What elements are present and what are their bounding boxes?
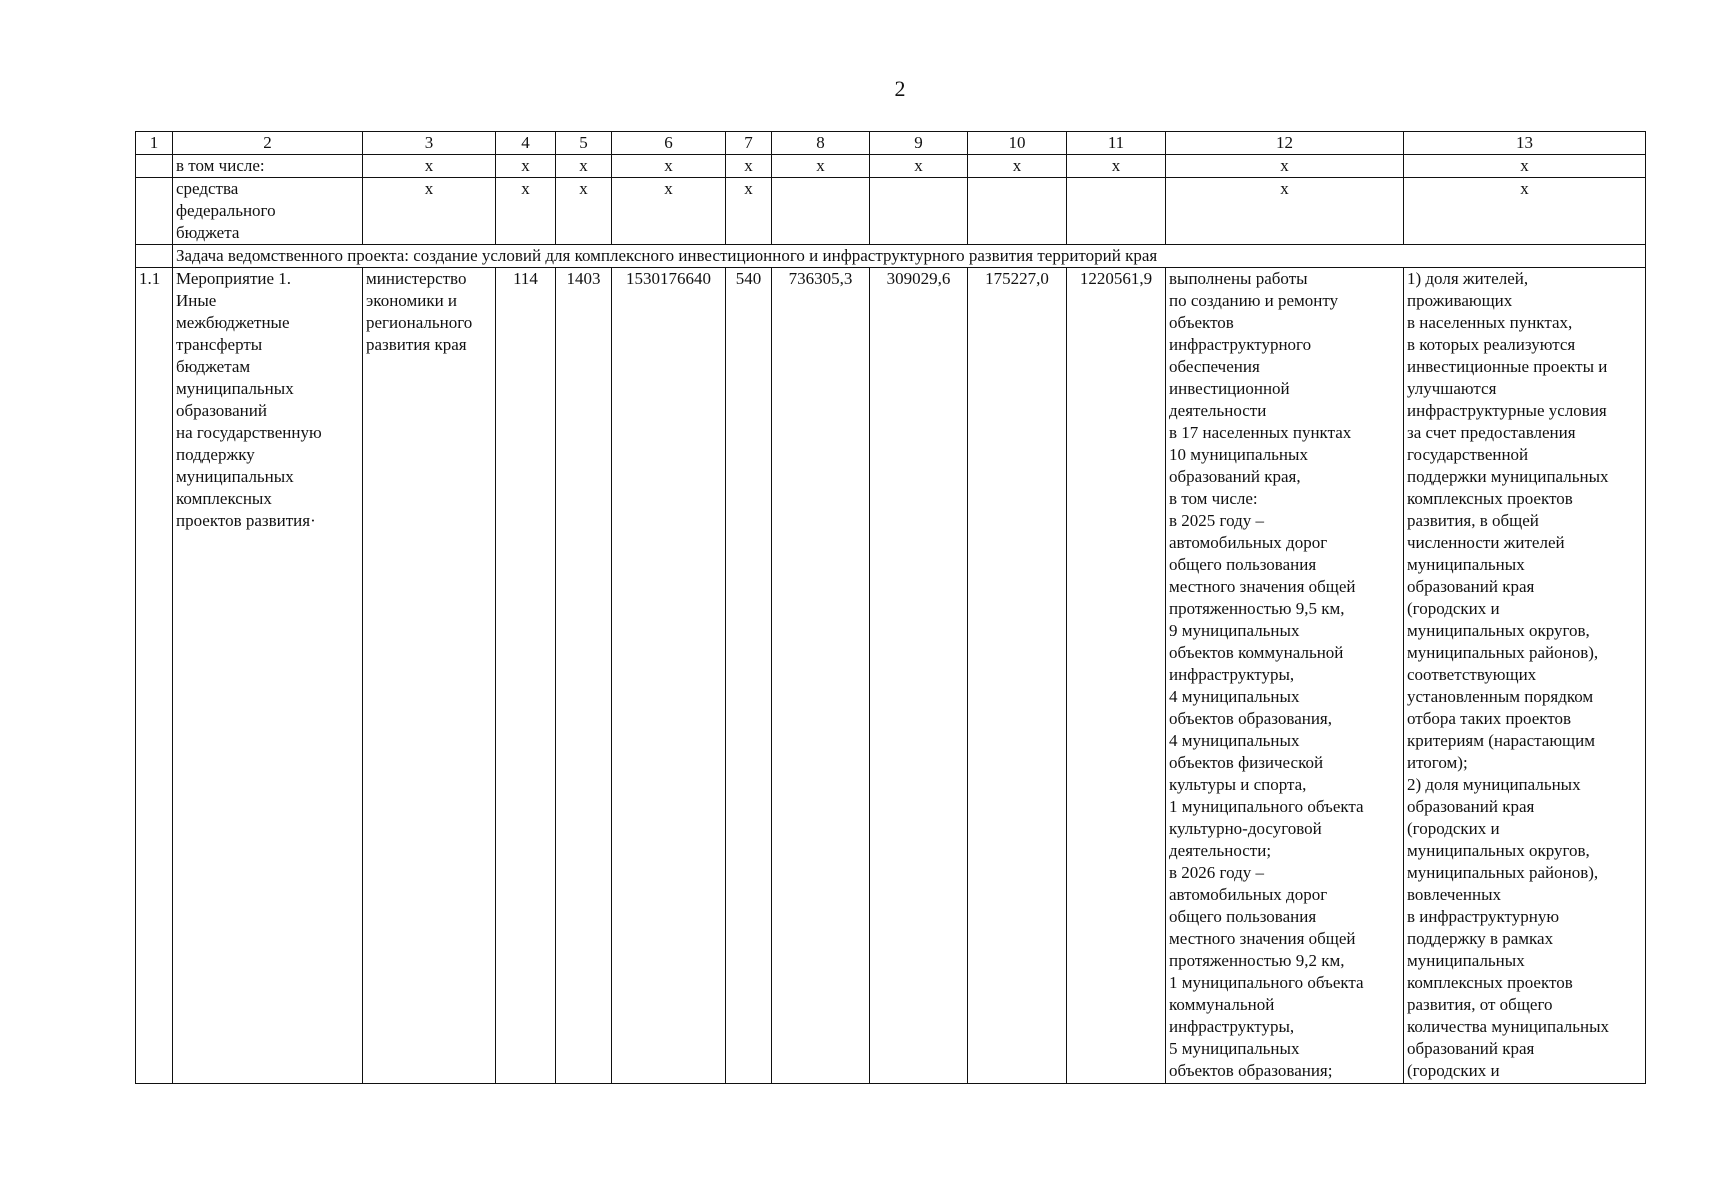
measure-result: выполнены работы по созданию и ремонту объектов инфраструктурного обеспечения инвестиционной деятельности в 17 населенных пунктах 10 муниципальных образований края, в том числе: в 2025 году – автомобильных дорог общего пользования местного значения общей протяженностью 9,5 км, 9 муниципальных объектов коммунальной инфраструктуры, 4 муниципальных объектов образования, 4 муниципальных объектов физической культуры и спорта, 1 муниципального объекта культурно-досуговой деятельности; в 2026 году – автомобильных дорог общего пользования местного значения общей протяженностью 9,2 км, 1 муниципального объекта коммунальной инфраструктуры, 5 муниципальных объектов образования; bbox=[1166, 268, 1404, 1084]
table-cell: x bbox=[870, 155, 968, 178]
federal-budget-row bbox=[136, 178, 1646, 245]
measure-indicators: 1) доля жителей, проживающих в населенных пунктах, в которых реализуются инвестиционные проекты и улучшаются инфраструктурные условия за счет предоставления государственной поддержки муниципальных комплексных проектов развития, в общей численности жителей муниципальных образований края (городских и муниципальных округов, муниципальных районов), соответствующих установленным порядком отбора таких проектов критериям (нарастающим итогом); 2) доля муниципальных образований края (городских и муниципальных округов, муниципальных районов), вовлеченных в инфраструктурную поддержку в рамках муниципальных комплексных проектов развития, от общего количества муниципальных образований края (городских и bbox=[1404, 268, 1646, 1084]
table-cell: x bbox=[496, 178, 556, 245]
col-header: 12 bbox=[1166, 132, 1404, 155]
table-cell: x bbox=[1166, 178, 1404, 245]
table-cell bbox=[136, 155, 173, 178]
col-header: 13 bbox=[1404, 132, 1646, 155]
measure-executor: министерство экономики и регионального развития края bbox=[363, 268, 496, 1084]
col-header: 8 bbox=[772, 132, 870, 155]
table-cell bbox=[1067, 178, 1166, 245]
table-cell: x bbox=[556, 155, 612, 178]
table-cell bbox=[968, 178, 1067, 245]
row-label: средства федерального бюджета bbox=[173, 178, 363, 245]
measure-amount-8: 736305,3 bbox=[772, 268, 870, 1084]
col-header: 6 bbox=[612, 132, 726, 155]
table-cell: x bbox=[612, 155, 726, 178]
measure-amount-11: 1220561,9 bbox=[1067, 268, 1166, 1084]
col-header: 2 bbox=[173, 132, 363, 155]
col-header: 11 bbox=[1067, 132, 1166, 155]
measure-code-6: 1530176640 bbox=[612, 268, 726, 1084]
measure-number: 1.1 bbox=[136, 268, 173, 1084]
measure-amount-10: 175227,0 bbox=[968, 268, 1067, 1084]
column-number-row bbox=[136, 132, 1646, 155]
col-header: 5 bbox=[556, 132, 612, 155]
task-text: Задача ведомственного проекта: создание условий для комплексного инвестиционного и инфраструктурного развития территорий края bbox=[173, 245, 1646, 268]
row-label: в том числе: bbox=[173, 155, 363, 178]
measure-amount-9: 309029,6 bbox=[870, 268, 968, 1084]
table-cell bbox=[136, 178, 173, 245]
table-cell: x bbox=[1404, 178, 1646, 245]
table-cell: x bbox=[726, 178, 772, 245]
measure-code-5: 1403 bbox=[556, 268, 612, 1084]
measure-code-4: 114 bbox=[496, 268, 556, 1084]
table-cell: x bbox=[772, 155, 870, 178]
table-cell: x bbox=[612, 178, 726, 245]
measure-code-7: 540 bbox=[726, 268, 772, 1084]
col-header: 7 bbox=[726, 132, 772, 155]
table-cell: x bbox=[363, 178, 496, 245]
table-cell: x bbox=[496, 155, 556, 178]
table-cell: x bbox=[1404, 155, 1646, 178]
col-header: 9 bbox=[870, 132, 968, 155]
measure-row bbox=[136, 268, 1646, 1084]
table-cell: x bbox=[1166, 155, 1404, 178]
col-header: 3 bbox=[363, 132, 496, 155]
table-cell bbox=[772, 178, 870, 245]
table-cell: x bbox=[556, 178, 612, 245]
table-cell: x bbox=[726, 155, 772, 178]
col-header: 1 bbox=[136, 132, 173, 155]
page-number: 2 bbox=[894, 76, 906, 101]
table-cell: x bbox=[363, 155, 496, 178]
table-cell: x bbox=[1067, 155, 1166, 178]
table-cell: x bbox=[968, 155, 1067, 178]
measure-name: Мероприятие 1. Иные межбюджетные трансферты бюджетам муниципальных образований на государственную поддержку муниципальных комплексных проектов развития· bbox=[173, 268, 363, 1084]
table-cell bbox=[870, 178, 968, 245]
including-row bbox=[136, 155, 1646, 178]
col-header: 10 bbox=[968, 132, 1067, 155]
program-table bbox=[135, 131, 1646, 1084]
task-row bbox=[136, 245, 1646, 268]
table-cell bbox=[136, 245, 173, 268]
col-header: 4 bbox=[496, 132, 556, 155]
